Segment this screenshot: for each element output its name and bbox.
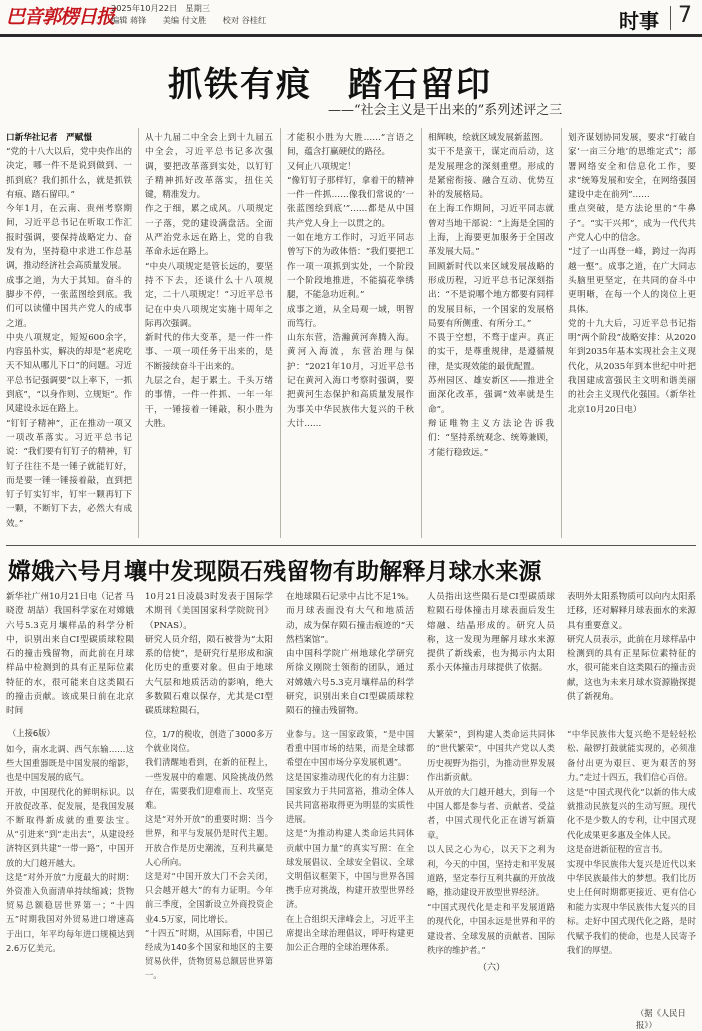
editorial-subtitle: ——“社会主义是干出来的”系列述评之三 [328, 103, 563, 118]
masthead-date: 2025年10月22日 星期三 [111, 3, 210, 13]
editorial-column-2: 从十九届二中全会上到十九届五中全会，习近平总书记多次强调，要把改革落到实处，以钉钉子精神抓好改革落实，扭住关键，精准发力。 作之于细，累之成风。八项规定一子落，党的建设满盘活。全面从严治党永远在路上，党的自我革命永远在路上。 “中央八项规定是管长远的，要坚持不下去，还谈什么十八项规定，二十八项规定！”习近平总书记在中央八项规定实施十周年之际再次强调。 新时代的伟大变革，是一件一件事、一项一项任务干出来的，是不断接续奋斗干出来的。 九层之台，起于累土。千头万绪的事情，一件一件抓、一年一年干，一锤接着一锤敲，积小胜为大胜。 [145, 133, 273, 429]
article-column-2: 10月21日凌晨3时发表于国际学术期刊《美国国家科学院院刊》（PNAS）。 研究人员介绍，陨石被誉为“太阳系的信使”，是研究行星形成和演化历史的重要对象。但由于地球大气层和地质活动的影响，绝大多数陨石难以保存，尤其是CI型碳质球粒陨石， [145, 592, 273, 717]
article-column-1: 新华社广州10月21日电（记者 马晓澄 胡喆）我国科学家在对嫦娥六号5.3克月壤样品的科学分析中，识别出来自CI型碳质球粒陨石的撞击残留物，而此前在月球样品中检测到的具有正星际位素特征的水，很可能来自这类陨石的撞击贡献。该成果日前在北京时间 [6, 592, 134, 717]
section-rule [6, 545, 696, 546]
series-continued-label: （上接6版） [8, 728, 55, 738]
column-rule [280, 128, 281, 538]
editorial-column-3: 才能积小胜为大胜……”言语之间，蕴含打赢硬仗的路径。 又何止八项规定！ “像钉钉子那样钉，拿着干的精神一件一件抓……像我们常说的‘一张蓝图绘到底’”……都是从中国共产党人身上一以贯之的。 一如在地方工作时，习近平同志曾写下的为政体悟：“我们要把工作一项一项抓到实处，一个阶段一个阶段地推进，不能搞花拳绣腿，不能急功近利。” 成事之道，从全局观一域，明智而笃行。 山东东营，浩瀚黄河奔腾入海。黄河入海流，东营治理与保护：“2021年10月，习近平总书记在黄河入海口考察时强调，要把黄河生态保护和高质量发展作为事关中华民族伟大复兴的千秋大计…… [287, 133, 414, 429]
series-column-2: 位，1/7的税收，创造了3000多万个就业岗位。 我们清醒地看到，在新的征程上，一些发展中的难题、风险挑战仍然存在，需要我们迎难而上、攻坚克难。 这是“对外开放”的重要时期：当今世界，和平与发展仍是时代主题。开放合作是历史潮流，互利共赢是人心所向。 这是对“中国开放大门不会关闭，只会越开越大”的有力证明。今年前三季度，全国新设立外商投资企业4.5万家，同比增长。 “十四五”时期，从国际看，中国已经成为140多个国家和地区的主要贸易伙伴，货物贸易总额居世界第一。 [145, 729, 273, 981]
header-rule [0, 34, 702, 37]
series-column-4: 大繁荣”，到构建人类命运共同体的“世代繁荣”，中国共产党以人类历史视野为指引，为推动世界发展作出新贡献。 从开放的大门越开越大，到每一个中国人都是参与者、贡献者、受益者，中国式现代化正在谱写新篇章。 以人民之心为心，以天下之利为利，今天的中国，坚持走和平发展道路，坚定奉行互利共赢的开放战略，推动建设开放型世界经济。 “中国式现代化是走和平发展道路的现代化，中国永远是世界和平的建设者、全球发展的贡献者、国际秩序的维护者。” [427, 729, 555, 956]
series-column-4b [427, 976, 555, 1020]
series-column-5: “中华民族伟大复兴绝不是轻轻松松、敲锣打鼓就能实现的，必须准备付出更为艰巨、更为艰苦的努力。”走过十四五，我们信心百倍。 这是“中国式现代化”以新的伟大成就推动民族复兴的生动写照。现代化不是少数人的专利，让中国式现代化成果更多惠及全体人民。 这是奋进新征程的宣言书。 实现中华民族伟大复兴是近代以来中华民族最伟大的梦想。我们比历史上任何时期都更接近、更有信心和能力实现中华民族伟大复兴的目标。走好中国式现代化之路，是时代赋予我们的使命，也是人民寄予我们的厚望。 [567, 729, 696, 956]
article-column-5: 表明外太阳系物质可以向内太阳系迁移，还对解释月球表面水的来源具有重要意义。 研究人员表示，此前在月球样品中检测到的具有正星际位素特征的水，很可能来自这类陨石的撞击贡献，这也为未来月球水资源勘探提供了新视角。 [567, 592, 696, 703]
editorial-column-4: 相辉映，绘就区域发展新蓝图。 实干不是蛮干，谋定而后动，这是发展理念的深刻重塑。形成的是紧密衔接、融合互动、优势互补的发展格局。 在上海工作期间，习近平同志就曾对当地干部说：“上海是全国的上海，上海要更加服务于全国改革发展大局。” 回顾新时代以来区域发展战略的形成历程，习近平总书记深刻指出：“不是说哪个地方都要有同样的发展目标，一个国家的发展格局要有所侧重、有所分工。” 不畏于空想，不骛于虚声。真正的实干，是尊重规律，是遵循规律，是实现效能的最优配置。 苏州园区、雄安新区——推进全面深化改革，强调“效率就是生命”。 辩证唯物主义方法论告诉我们：“坚持系统观念、统筹兼顾，才能行稳致远。” [428, 133, 554, 458]
series-column-1: 如今，南水北调、西气东输……这些大国重器既是中国发展的缩影，也是中国发展的底气。 开放，中国现代化的鲜明标识。以开放促改革、促发展，是我国发展不断取得新成就的重要法宝。从“引进来”到“走出去”，从建设经济特区到共建“一带一路”，中国开放的大门越开越大。 这是“对外开放”力度最大的时期：外资准入负面清单持续缩减；货物贸易总额稳居世界第一；“十四五”时期我国对外贸易进口增速高于出口，年平均每年进口规模达到2.6万亿美元。 [6, 744, 134, 953]
series-column-3: 业参与。这一国家政策，“是中国看重中国市场的结果，而是全球都希望在中国市场分享发展机遇”。 这是国家推动现代化的有力注脚：国家致力于共同富裕，推动全体人民共同富裕取得更为明显的实质性进展。 这是“为推动构建人类命运共同体贡献中国力量”的真实写照：在全球发展倡议、全球安全倡议、全球文明倡议框架下，中国与世界各国携手应对挑战，构建开放型世界经济。 在上合组织天津峰会上，习近平主席提出全球治理倡议，呼吁构建更加公正合理的全球治理体系。 [286, 729, 414, 953]
article-column-4: 人员指出这些陨石是CI型碳质球粒陨石母体撞击月球表面后发生熔融、结晶形成的。研究人员称，这一发现为理解月球水来源提供了新线索，也为揭示内太阳系小天体撞击月球提供了依据。 [427, 592, 555, 674]
column-rule [421, 128, 422, 538]
masthead-staff: 编辑 蒋锋 美编 付文胜 校对 谷桂红 [111, 15, 267, 25]
editorial-byline: 口新华社记者 严赋憬 [6, 133, 92, 143]
masthead-logo: 巴音郭楞日报 [6, 6, 115, 28]
series-section-mark: （六） [478, 963, 506, 973]
article-column-3: 在地球陨石记录中占比不足1%。而月球表面没有大气和地质活动，成为保存陨石撞击痕迹的“天然档案馆”。 由中国科学院广州地球化学研究所徐义刚院士领衔的团队，通过对嫦娥六号5.3克月壤样品的科学研究，识别出来自CI型碳质球粒陨石的撞击残留物。 [286, 592, 414, 717]
editorial-column-5: 划齐谋划协同发展，要求“打破自家‘一亩三分地’的思维定式”；部署网络安全和信息化工作，要求“统筹发展和安全，在网络强国建设中走在前列”…… 重点突破，是方法论里的“牛鼻子”。“实干兴邦”，成为一代代共产党人心中的信念。 “过了一山再登一峰，跨过一沟再越一壑”。成事之道，在广大同志头脑里更坚定，在共同的奋斗中更明晰，在每一个人的岗位上更具体。 党的十九大后，习近平总书记指明“两个阶段”战略安排：从2020年到2035年基本实现社会主义现代化，从2035年到本世纪中叶把我国建成富强民主文明和谐美丽的社会主义现代化强国。（新华社北京10月20日电） [568, 133, 696, 415]
article-headline: 嫦娥六号月壤中发现陨石残留物有助解释月球水来源 [8, 559, 542, 585]
section-label: 时事 [619, 9, 659, 33]
section-divider [670, 6, 671, 30]
page-number: 7 [678, 3, 692, 28]
column-rule [561, 128, 562, 538]
column-rule [138, 128, 139, 538]
editorial-column-1: “党的十八大以后，党中央作出的决定，哪一件不是说到做到、一抓到底？我们抓什么，就是抓铁有痕、踏石留印。” 今年1月，在云南、贵州考察期间，习近平总书记在听取工作汇报时强调，要保持战略定力、奋发有为，坚持稳中求进工作总基调，推动经济社会高质量发展。 成事之道，为大于其知。奋斗的脚步不停，一张蓝图绘到底。我们可以读懂中国共产党人的成事之道。 中央八项规定，短短600余字，内容虽朴实，解决的却是“老虎吃天不知从哪儿下口”的问题。习近平总书记强调要“以上率下，一抓到底”，“以身作则、立规矩”。作风建设永远在路上。 “钉钉子精神”，正在推动一项又一项改革落实。习近平总书记说：“我们要有钉钉子的精神，钉钉子往往不是一锤子就能钉好，而是要一锤一锤接着敲，直到把钉子钉实钉牢，钉牢一颗再钉下一颗，不断钉下去，必然大有成效。” [6, 147, 132, 529]
editorial-title: 抓铁有痕 踏石留印 [168, 65, 492, 105]
series-end-note: （据《人民日报》） [636, 1008, 686, 1030]
